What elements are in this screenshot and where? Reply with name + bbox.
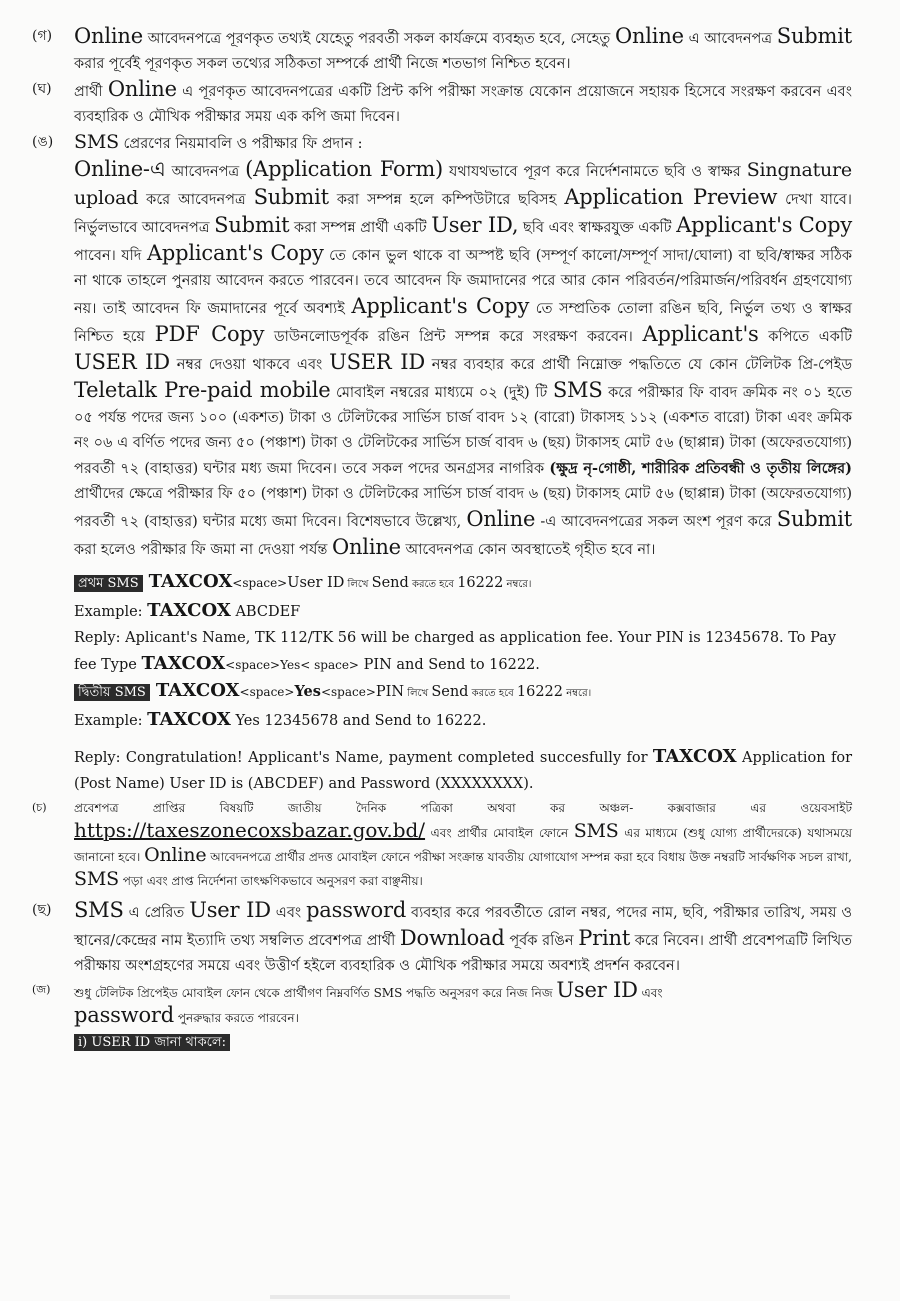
space-token: <space>Yes< space> [225, 658, 359, 672]
term-sms: SMS [552, 378, 603, 402]
text-span: করে নিবেন। প্রার্থী প্রবেশপত্রটি লিখিত পরীক্ষায় অংশগ্রহণের সময়ে এবং উত্তীর্ণ হইলে ব্যবহারিক ও মৌখিক পরীক্ষার সময়ে অবশ্যই প্রদর্শন করবেন। [74, 933, 852, 974]
text-span: যথাযথভাবে পূরণ করে নির্দেশনামতে ছবি ও স্বাক্ষর [443, 164, 747, 180]
text-span: পাবেন। যদি [74, 248, 147, 264]
text-span: প্রেরণের নিয়মাবলি ও পরীক্ষার ফি প্রদান : [118, 136, 363, 152]
reply-text: Reply: Congratulation! Applicant's Name, payment completed succesfully for [74, 750, 653, 766]
example-label: Example: [74, 713, 148, 729]
term-sms: SMS [74, 898, 124, 922]
item-heading [74, 130, 852, 157]
term-print: Print [578, 926, 631, 950]
term-sms: SMS [74, 868, 119, 890]
text-span: করে পরীক্ষার ফি বাবদ ক্রমিক নং ০১ হতে ০৫ পর্যন্ত পদের জন্য ১০০ (একশত) টাকা ও টেলিটকের সার্ভিস চার্জ বাবদ ১২ (বারো) টাকাসহ ১১২ (একশত বারো) টাকা এবং ক্রমিক নং ০৬ এ বর্ণিত পদের জন্য ৫০ (পঞ্চাশ) টাকা ও টেলিটকের সার্ভিস চার্জ বাবদ ৬ (ছয়) টাকাসহ মোট ৫৬ (ছাপ্পান্ন) টাকা (অফেরতযোগ্য) পরবর্তী ৭২ (বাহাত্তর) ঘন্টার মধ্য জমা দিবেন। তবে সকল পদের অনগ্রসর নাগরিক [74, 385, 852, 477]
term-teletalk: Teletalk Pre-paid mobile [74, 378, 331, 402]
send-token: Send [371, 575, 409, 591]
term-online: Online [107, 77, 177, 101]
pin-token: PIN [375, 684, 405, 700]
send-token: Send [431, 684, 469, 700]
text-span: করতে হবে [468, 688, 517, 699]
term-applicants-copy: Applicant's Copy [146, 241, 324, 265]
term-submit: Submit [776, 507, 853, 531]
term-online: Online [74, 24, 143, 48]
text-span: লিখে [404, 688, 432, 699]
term-sms: SMS [573, 820, 619, 842]
sms2-command-line [74, 678, 852, 707]
term-online: Online-এ [74, 157, 166, 181]
text-span: পূর্বক রঙিন [504, 933, 579, 949]
term-online: Online [466, 507, 536, 531]
text-span: করতে হবে [408, 579, 458, 590]
sms-keyword: TAXCOX [148, 571, 233, 592]
sms1-command-line [74, 569, 852, 598]
sms-keyword: TAXCOX [155, 680, 240, 701]
sms-block-2 [74, 678, 852, 797]
space-token: <space> [232, 576, 288, 590]
sms-keyword: TAXCOX [652, 746, 737, 767]
item-chha [32, 898, 852, 979]
sms-block-1 [74, 569, 852, 678]
example-value: Yes 12345678 and Send to 16222. [230, 713, 487, 729]
spacer [74, 734, 852, 744]
term-user-id: User ID, [431, 213, 519, 237]
text-span: আবেদনপত্র কোন অবস্থাতেই গৃহীত হবে না। [400, 542, 656, 558]
text-span: প্রার্থী [74, 84, 108, 100]
item-gha [32, 77, 852, 130]
term-signature-upload: Singnature upload [74, 159, 852, 209]
reply-text: PIN and Send to 16222. [358, 657, 540, 673]
item-text [74, 979, 852, 1029]
text-span: করা হলেও পরীক্ষার ফি জমা না দেওয়া পর্যন্ত [74, 542, 332, 558]
userid-token: User ID [287, 575, 345, 591]
text-span: করে আবেদনপত্র [138, 192, 254, 208]
item-ja [32, 979, 852, 1029]
term-pdf-copy: PDF Copy [154, 322, 265, 346]
text-span: এবং [270, 905, 307, 921]
term-download: Download [399, 926, 505, 950]
item-ga [32, 24, 852, 77]
term-applicants-copy: Applicant's Copy [676, 213, 852, 237]
sms-keyword: TAXCOX [141, 653, 226, 674]
text-span: প্রার্থীদের ক্ষেত্রে পরীক্ষার ফি ৫০ (পঞ্চাশ) টাকা ও টেলিটকের সার্ভিস চার্জ বাবদ ৬ (ছয়) টাকাসহ মোট ৫৬ (ছাপ্পান্ন) টাকা (অফেরতযোগ্য) পরবর্তী ৭২ (বাহাত্তর) ঘন্টার মধ্যে জমা দিবেন। বিশেষভাবে উল্লেখ্য, [74, 486, 852, 530]
item-text [74, 130, 852, 563]
example-value: ABCDEF [230, 604, 301, 620]
item-marker: (ঙ) [32, 134, 54, 150]
text-span: এ পূরণকৃত আবেদনপত্রের একটি প্রিন্ট কপি পরীক্ষা সংক্রান্ত যেকোন প্রয়োজনে সহায়ক হিসেবে সংরক্ষণ করবেন এবং ব্যবহারিক ও মৌখিক পরীক্ষার সময় এক কপি জমা দিবেন। [74, 84, 852, 125]
term-submit: Submit [253, 185, 329, 209]
text-span: ছবি এবং স্বাক্ষরযুক্ত একটি [518, 220, 677, 236]
text-span: এর মাধ্যমে (শুধু যোগ্য প্রার্থীদেরকে) যথাসময়ে জানানো হবে। [74, 826, 852, 864]
text-span: -এ আবেদনপত্রের সকল অংশ পূরণ করে [535, 514, 777, 530]
text-span: এ প্রেরিত [123, 905, 190, 921]
term-user-id: USER ID [74, 350, 170, 374]
item-cha-intro: প্রবেশপত্র প্রাপ্তির বিষয়টি জাতীয় দৈনিক পত্রিকা অথবা কর অঞ্চল- কক্সবাজার এর ওয়েবসাইট [74, 801, 852, 815]
yes-token: Yes [294, 683, 321, 700]
term-online: Online [614, 24, 684, 48]
term-online: Online [331, 535, 401, 559]
space-token: <space> [320, 685, 376, 699]
text-span: নম্বর দেওয়া থাকবে এবং [169, 357, 330, 373]
text-span: ডাউনলোডপূর্বক রঙিন প্রিন্ট সম্পন্ন করে সংরক্ষণ করবেন। [264, 329, 643, 345]
sms-keyword: TAXCOX [147, 600, 231, 621]
sub-heading-row [74, 1031, 852, 1054]
item-text [74, 797, 852, 892]
text-span: শুধু টেলিটক প্রিপেইড মোবাইল ফোন থেকে প্রার্থীগণ নিম্নবর্ণিত SMS পদ্ধতি অনুসরণ করে নিজ নিজ [74, 986, 557, 1000]
text-span: নম্বর ব্যবহার করে প্রার্থী নিম্নোক্ত পদ্ধতিতে যে কোন টেলিটক প্রি-পেইড [424, 357, 852, 373]
item-uo [32, 130, 852, 563]
sms2-label: দ্বিতীয় SMS [74, 684, 150, 701]
text-span: মোবাইল নম্বরের মাধ্যমে ০২ (দুই) টি [330, 385, 553, 401]
term-user-id: User ID [189, 898, 271, 922]
short-code: 16222 [457, 575, 504, 591]
text-span: নম্বরে। [563, 688, 592, 699]
item-marker: (ঘ) [32, 81, 52, 97]
text-span: ব্যবহার করে পরবর্তীতে রোল নম্বর, পদের নাম, ছবি, পরীক্ষার তারিখ, সময় ও স্থানের/কেন্দ্রের নাম ইত্যাদি তথ্য সম্বলিত প্রবেশপত্র প্রার্থী [74, 905, 852, 949]
text-span: এ আবেদনপত্র [683, 31, 777, 47]
user-id-known-label: i) USER ID জানা থাকলে: [74, 1034, 230, 1051]
item-marker: (ছ) [32, 902, 52, 918]
text-span: দেখা যাবে। নির্ভুলভাবে আবেদনপত্র [74, 192, 852, 236]
website-link[interactable]: https://taxeszonecoxsbazar.gov.bd/ [74, 818, 426, 842]
text-span: তে কোন ভুল থাকে বা অস্পষ্ট ছবি (সম্পূর্ণ কালো/সম্পূর্ণ সাদা/ঘোলা) বা ছবি/স্বাক্ষর সঠিক না থাকে তাহলে পুনরায় আবেদন করতে পারবেন। তবে আবেদন ফি জমাদানের পরে আর কোন পরিবর্তন/পরিমার্জন/পরিবর্ধন গ্রহণযোগ্য নয়। তাই আবেদন ফি জমাদানের পূর্বে অবশ্যই [74, 248, 853, 317]
text-span: পড়া এবং প্রাপ্ত নির্দেশনা তাৎক্ষণিকভাবে অনুসরণ করা বাঞ্ছনীয়। [118, 874, 423, 888]
term-sms: SMS [74, 131, 119, 153]
text-span: আবেদনপত্রে পূরণকৃত তথ্যই যেহেতু পরবর্তী সকল কার্যক্রমে ব্যবহৃত হবে, সেহেতু [142, 31, 615, 47]
bold-group-text: (ক্ষুদ্র নৃ-গোষ্ঠী, শারীরিক প্রতিবন্ধী ও তৃতীয় লিঙ্গের) [549, 460, 852, 477]
term-submit: Submit [776, 24, 852, 48]
item-text [74, 898, 852, 979]
reply-text: Application for (Post Name) User ID is (ABCDEF) and Password (XXXXXXXX). [74, 750, 852, 792]
text-span: করা সম্পন্ন প্রার্থী একটি [289, 220, 432, 236]
item-text [74, 77, 852, 130]
sms1-reply [74, 625, 852, 678]
reply-text: Reply: Aplicant's Name, TK 112/TK 56 will be charged as application fee. Your PIN is 12345678. To Pay fee Type [74, 630, 837, 673]
sms1-label: প্রথম SMS [74, 575, 143, 592]
item-marker: (চ) [32, 801, 47, 814]
item-marker: (জ) [32, 983, 51, 996]
text-span: নম্বরে। [503, 579, 532, 590]
text-span: এবং প্রার্থীর মোবাইল ফোনে [425, 826, 574, 840]
term-online: Online [144, 844, 207, 866]
text-span: কপিতে একটি [758, 329, 852, 345]
space-token: <space> [239, 685, 295, 699]
example-label: Example: [74, 604, 148, 620]
term-application-preview: Application Preview [564, 185, 778, 209]
sms2-example [74, 707, 852, 734]
text-span: তে সম্প্রতিক তোলা রঙিন ছবি, নির্ভুল তথ্য ও স্বাক্ষর নিশ্চিত হয়ে [74, 301, 852, 345]
term-applicants-copy: Applicant's Copy [351, 294, 530, 318]
text-span: আবেদনপত্র [165, 164, 246, 180]
text-span: করা সম্পন্ন হলে কম্পিউটারে ছবিসহ [328, 192, 565, 208]
item-cha [32, 797, 852, 892]
text-span: লিখে [344, 579, 372, 590]
term-submit: Submit [214, 213, 290, 237]
page-bottom-edge [270, 1295, 510, 1299]
term-application-form: (Application Form) [245, 157, 444, 181]
sms2-reply [74, 744, 852, 797]
text-span: পুনরুদ্ধার করতে পারবেন। [174, 1011, 299, 1025]
term-user-id: User ID [556, 978, 638, 1002]
text-span: এবং [637, 986, 663, 1000]
term-password: password [306, 898, 407, 922]
short-code: 16222 [516, 684, 564, 700]
sms1-example [74, 598, 852, 625]
item-marker: (গ) [32, 28, 53, 44]
item-text [74, 24, 852, 77]
term-applicants: Applicant's [642, 322, 759, 346]
term-user-id: USER ID [329, 350, 425, 374]
text-span: আবেদনপত্রে প্রার্থীর প্রদত্ত মোবাইল ফোনে পরীক্ষা সংক্রান্ত যাবতীয় যোগাযোগ সম্পন্ন করা হবে বিধায় উক্ত নম্বরটি সার্বক্ষণিক সচল রাখা, [206, 850, 852, 864]
text-span: করার পূর্বেই পূরণকৃত সকল তথ্যের সঠিকতা সম্পর্কে প্রার্থী নিজে শতভাগ নিশ্চিত হবেন। [74, 56, 571, 72]
term-password: password [74, 1003, 175, 1027]
sms-keyword: TAXCOX [147, 709, 231, 730]
